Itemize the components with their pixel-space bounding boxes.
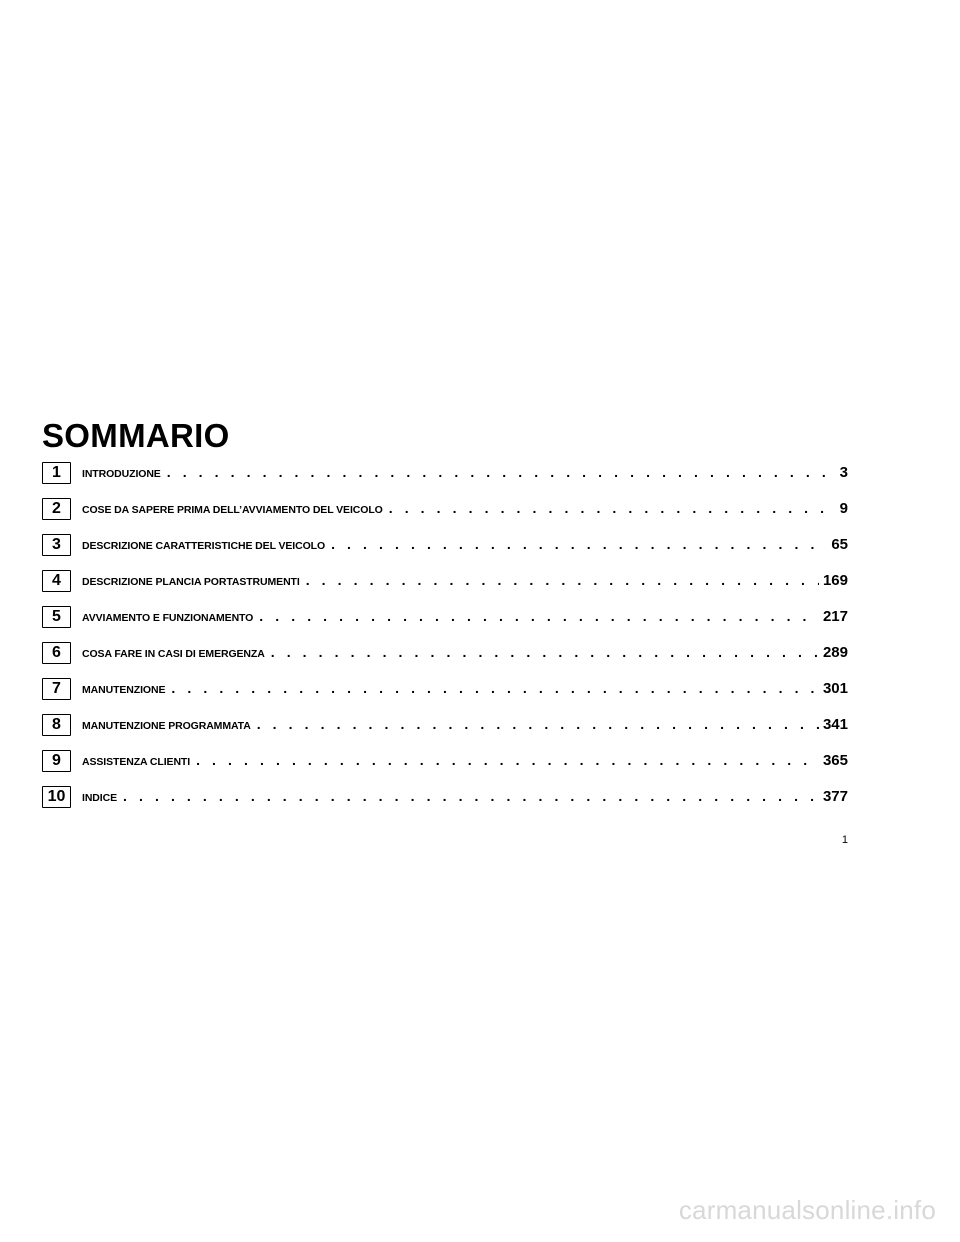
dot-leader (271, 645, 819, 659)
dot-leader (389, 501, 836, 515)
chapter-title: INTRODUZIONE (82, 468, 161, 480)
chapter-page: 289 (822, 644, 848, 661)
entry-line (82, 644, 848, 666)
chapter-number: 3 (42, 534, 71, 556)
chapter-title: MANUTENZIONE (82, 684, 166, 696)
chapter-number: 7 (42, 678, 71, 700)
chapter-number: 2 (42, 498, 71, 520)
entry-line (82, 536, 848, 558)
chapter-title: DESCRIZIONE CARATTERISTICHE DEL VEICOLO (82, 540, 326, 552)
chapter-title: ASSISTENZA CLIENTI (82, 756, 191, 768)
dot-leader (306, 573, 819, 587)
chapter-page: 377 (822, 788, 848, 805)
chapter-page: 365 (822, 752, 848, 769)
toc-entry[interactable] (42, 642, 848, 678)
entry-line (82, 608, 848, 630)
toc-entry[interactable] (42, 462, 848, 498)
chapter-page: 169 (822, 572, 848, 589)
chapter-title: DESCRIZIONE PLANCIA PORTASTRUMENTI (82, 576, 300, 588)
chapter-page: 301 (822, 680, 848, 697)
toc-entry[interactable] (42, 534, 848, 570)
chapter-title: COSA FARE IN CASI DI EMERGENZA (82, 648, 265, 660)
chapter-page: 9 (839, 500, 848, 517)
toc-entry[interactable] (42, 570, 848, 606)
toc-entry[interactable] (42, 498, 848, 534)
chapter-page: 3 (839, 464, 848, 481)
chapter-number: 6 (42, 642, 71, 664)
dot-leader (196, 753, 819, 767)
toc-entry[interactable] (42, 750, 848, 786)
chapter-title: AVVIAMENTO E FUNZIONAMENTO (82, 612, 254, 624)
dot-leader (123, 789, 819, 803)
chapter-title: INDICE (82, 792, 117, 804)
dot-leader (257, 717, 819, 731)
chapter-number: 5 (42, 606, 71, 628)
chapter-number: 9 (42, 750, 71, 772)
entry-line (82, 500, 848, 522)
chapter-number: 8 (42, 714, 71, 736)
chapter-number: 10 (42, 786, 71, 808)
dot-leader (171, 681, 819, 695)
chapter-title: MANUTENZIONE PROGRAMMATA (82, 720, 251, 732)
dot-leader (331, 537, 827, 551)
entry-line (82, 752, 848, 774)
chapter-page: 217 (822, 608, 848, 625)
entry-line (82, 716, 848, 738)
entry-line (82, 680, 848, 702)
chapter-title: COSE DA SAPERE PRIMA DELL’AVVIAMENTO DEL VEICOLO (82, 504, 383, 516)
toc-entry[interactable] (42, 606, 848, 642)
chapter-number: 1 (42, 462, 71, 484)
chapter-number: 4 (42, 570, 71, 592)
page-number: 1 (841, 834, 848, 846)
dot-leader (259, 609, 819, 623)
chapter-page: 341 (822, 716, 848, 733)
entry-line (82, 572, 848, 594)
watermark: carmanualsonline.info (678, 1195, 936, 1225)
chapter-page: 65 (831, 536, 848, 553)
dot-leader (167, 465, 836, 479)
toc-entry[interactable] (42, 714, 848, 750)
table-of-contents (42, 462, 848, 822)
page-title: SOMMARIO (42, 417, 230, 454)
toc-entry[interactable] (42, 786, 848, 822)
entry-line (82, 464, 848, 486)
toc-entry[interactable] (42, 678, 848, 714)
entry-line (82, 788, 848, 810)
